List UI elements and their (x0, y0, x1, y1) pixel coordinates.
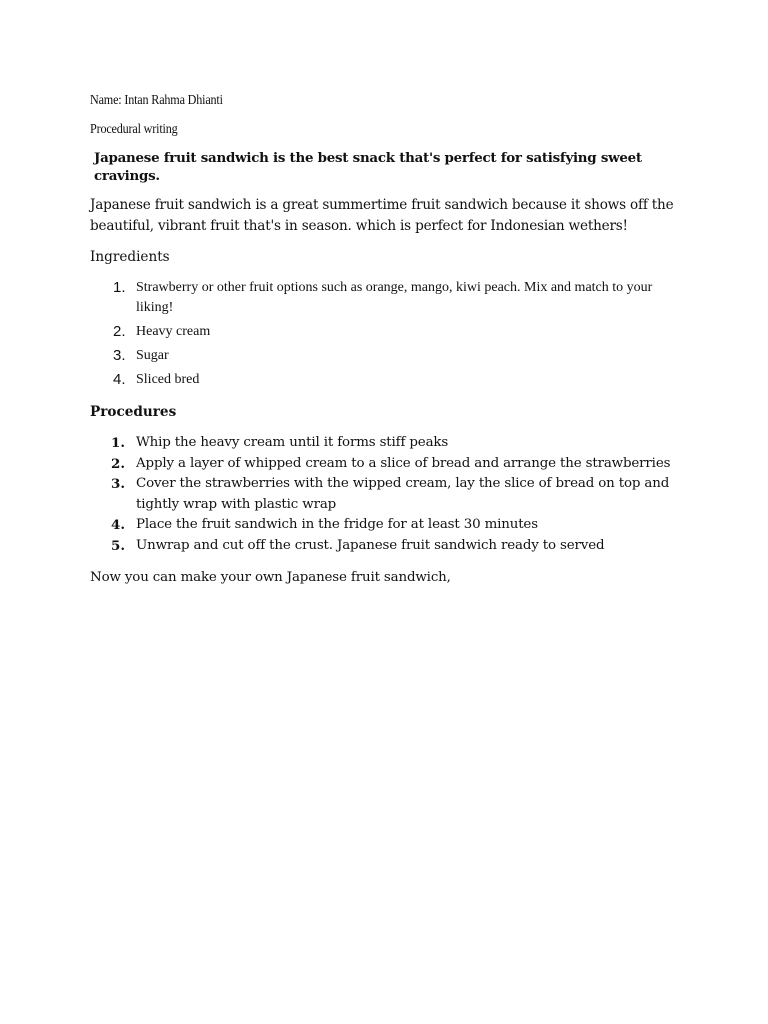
author-name-line: Name: Intan Rahma Dhianti (90, 92, 223, 107)
list-item (90, 454, 690, 475)
intro-paragraph: Japanese fruit sandwich is a great summertime fruit sandwich because it shows off the beautiful, vibrant fruit that's in season. which is perfect for Indonesian wethers! (90, 197, 674, 234)
procedures-list (90, 433, 690, 557)
list-number: 4. (111, 517, 125, 534)
list-item-text: Whip the heavy cream until it forms stiff peaks (136, 435, 449, 450)
list-item (90, 370, 690, 390)
list-item (90, 322, 690, 342)
closing-paragraph: Now you can make your own Japanese fruit sandwich, (90, 569, 451, 585)
ingredients-heading: Ingredients (90, 249, 170, 265)
list-number: 3. (111, 476, 125, 493)
list-item-text: Sugar (136, 348, 169, 363)
list-number: 1. (111, 435, 125, 451)
list-item-text: Apply a layer of whipped cream to a slice of bread and arrange the strawberries (136, 455, 671, 471)
list-item (90, 474, 690, 515)
list-number: 2. (111, 455, 125, 472)
list-item (90, 433, 690, 454)
list-item-text: Cover the strawberries with the wipped cream, lay the slice of bread on top and tightly wrap with plastic wrap (136, 476, 670, 512)
list-item-text: Heavy cream (136, 324, 211, 339)
list-item (90, 278, 690, 318)
list-item-text: Place the fruit sandwich in the fridge for at least 30 minutes (136, 517, 538, 533)
list-number: 2. (113, 323, 126, 340)
list-item-text: Sliced bred (136, 372, 200, 387)
list-item (90, 515, 690, 536)
procedures-heading: Procedures (90, 404, 177, 420)
list-number: 4. (113, 371, 126, 388)
list-item (90, 346, 690, 366)
headline: Japanese fruit sandwich is the best snack that's perfect for satisfying sweet cravings. (94, 150, 642, 184)
list-number: 1. (113, 279, 126, 296)
list-item (90, 536, 690, 557)
writing-type-line: Procedural writing (90, 121, 178, 136)
list-number: 5. (111, 537, 125, 554)
ingredients-list (90, 278, 690, 390)
document-page (90, 90, 690, 588)
list-item-text: Unwrap and cut off the crust. Japanese fruit sandwich ready to served (136, 537, 605, 553)
list-number: 3. (113, 347, 126, 364)
list-item-text: Strawberry or other fruit options such as orange, mango, kiwi peach. Mix and match to your liking! (136, 280, 653, 315)
